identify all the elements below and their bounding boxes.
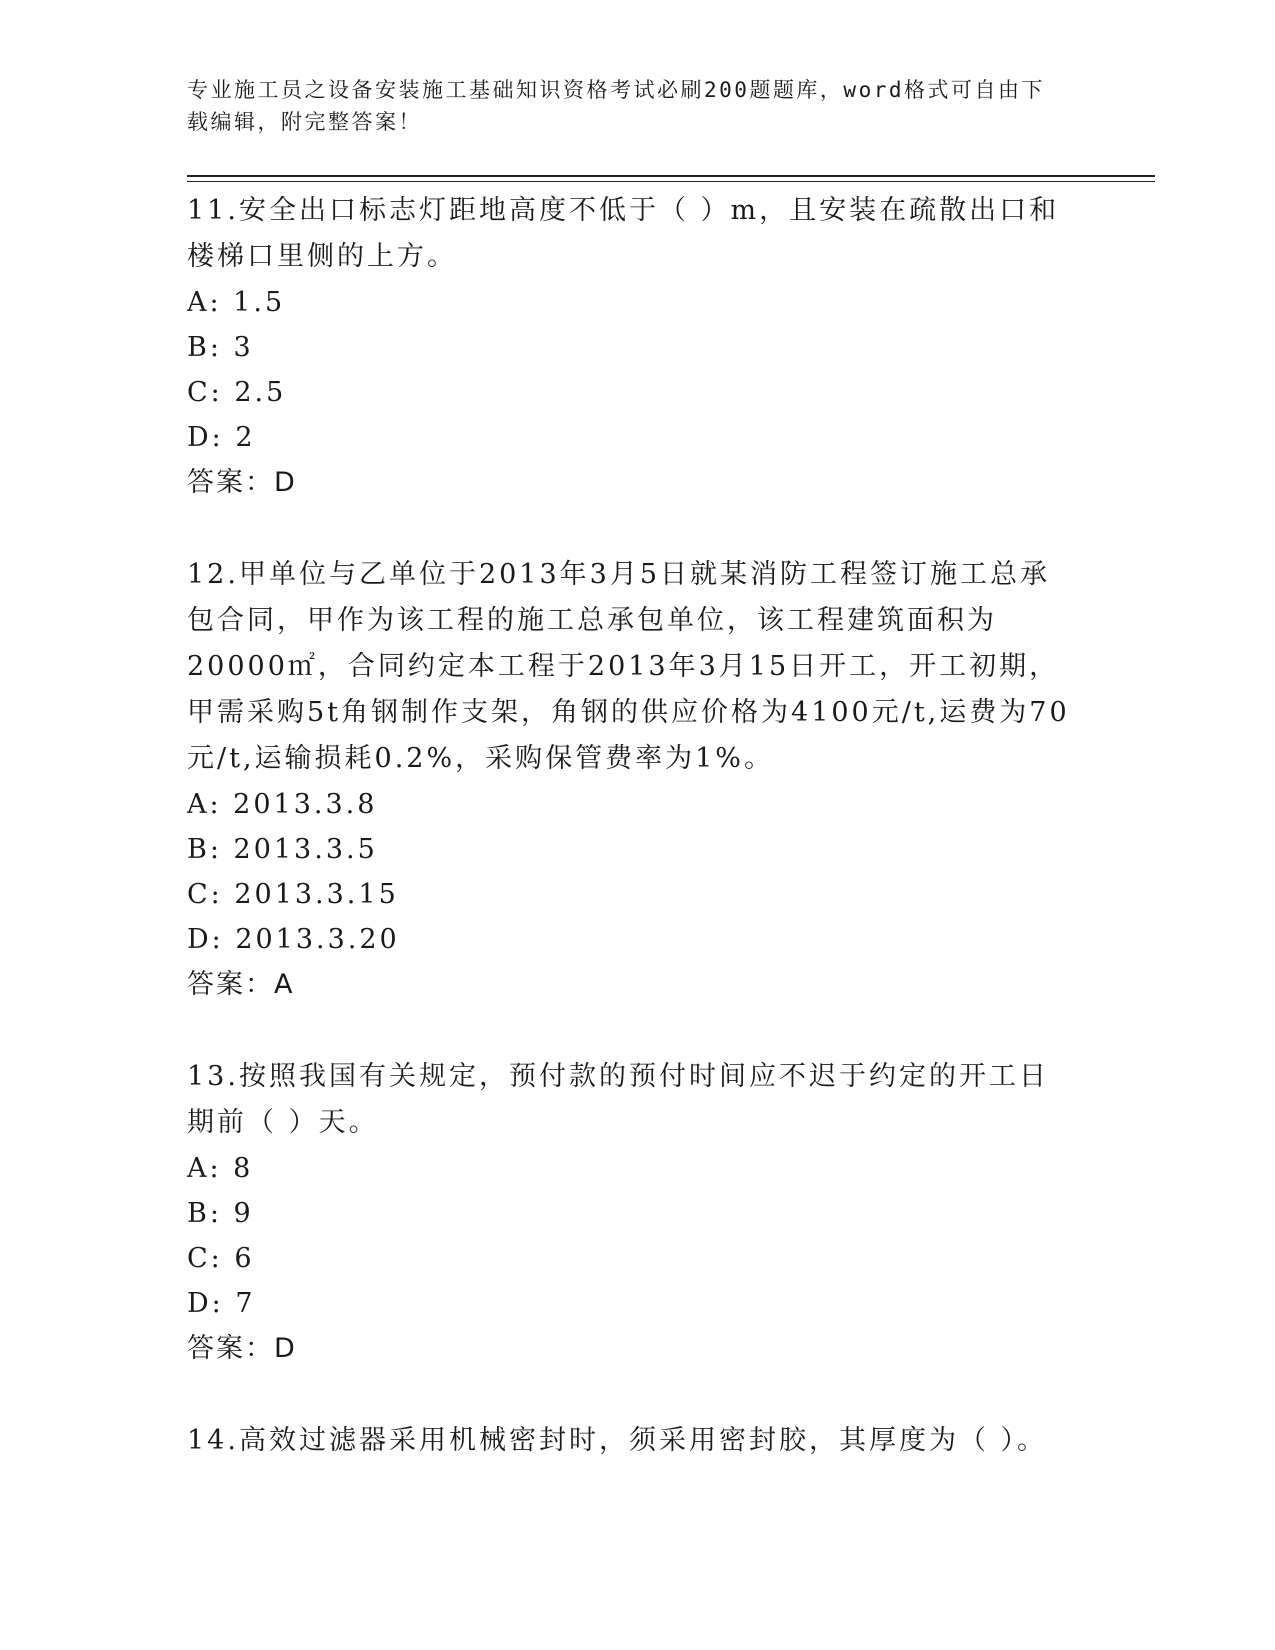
question-12 [187, 552, 1077, 1008]
option-a: A: 8 [187, 1153, 254, 1184]
question-11 [187, 188, 1077, 506]
option-b: B: 2013.3.5 [187, 834, 378, 865]
question-text: 13.按照我国有关规定，预付款的预付时间应不迟于约定的开工日期前（ ）天。 [187, 1061, 1049, 1138]
option-a: A: 1.5 [187, 287, 286, 318]
option-b: B: 9 [187, 1198, 254, 1229]
question-text: 14.高效过滤器采用机械密封时，须采用密封胶，其厚度为（ ）。 [187, 1425, 1048, 1456]
header-divider-thin [187, 181, 1155, 182]
answer: 答案：D [187, 467, 297, 498]
option-a: A: 2013.3.8 [187, 789, 378, 820]
question-13 [187, 1054, 1077, 1372]
question-text: 12.甲单位与乙单位于2013年3月5日就某消防工程签订施工总承包合同，甲作为该工程的施工总承包单位，该工程建筑面积为20000㎡，合同约定本工程于2013年3月15日开工，开工初期，甲需采购5t角钢制作支架，角钢的供应价格为4100元/t,运费为70元/t,运输损耗0.2%，采购保管费率为1%。 [187, 559, 1070, 774]
option-c: C: 6 [187, 1243, 255, 1274]
option-c: C: 2013.3.15 [187, 879, 399, 910]
document-header: 专业施工员之设备安装施工基础知识资格考试必刷200题题库，word格式可自由下载编辑，附完整答案！ [187, 78, 1045, 134]
option-d: D: 7 [187, 1288, 256, 1319]
answer: 答案：A [187, 969, 295, 1000]
header-divider [187, 175, 1155, 177]
option-d: D: 2013.3.20 [187, 924, 400, 955]
question-text: 11.安全出口标志灯距地高度不低于（ ）m，且安装在疏散出口和楼梯口里侧的上方。 [187, 195, 1060, 272]
option-b: B: 3 [187, 332, 254, 363]
question-14 [187, 1418, 1077, 1464]
answer: 答案：D [187, 1333, 297, 1364]
question-list [187, 188, 1077, 1510]
option-d: D: 2 [187, 422, 256, 453]
option-c: C: 2.5 [187, 377, 287, 408]
